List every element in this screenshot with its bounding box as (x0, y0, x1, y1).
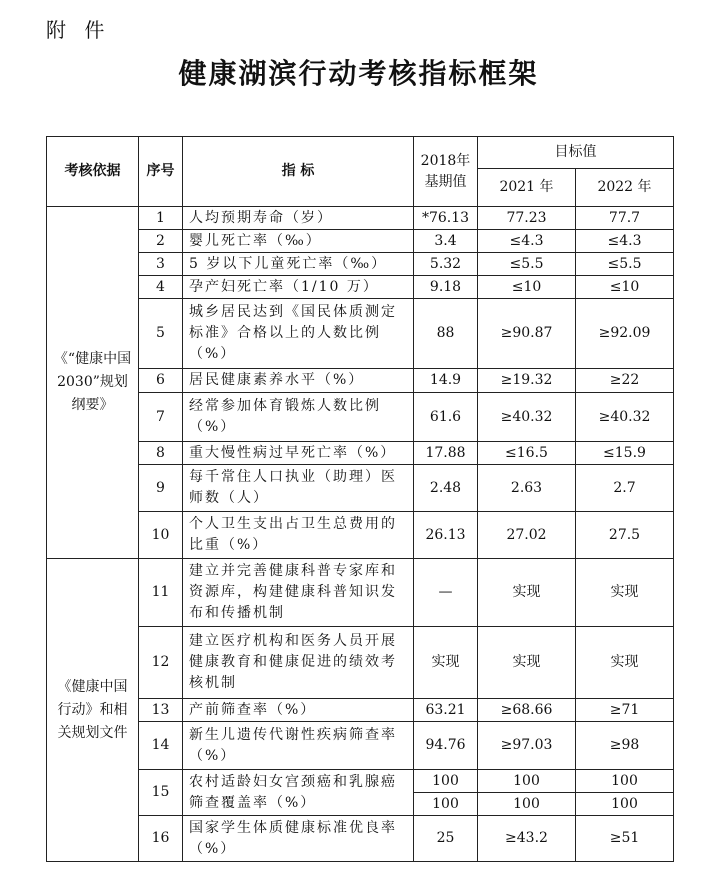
row-indicator: 5 岁以下儿童死亡率（‰） (183, 253, 414, 276)
row-2021: 100 (478, 793, 576, 816)
table-row (47, 816, 674, 862)
row-base: 25 (414, 816, 478, 862)
row-2022: ≥51 (576, 816, 674, 862)
row-2022: 77.7 (576, 207, 674, 230)
table-row (47, 722, 674, 770)
row-no: 2 (139, 230, 183, 253)
row-base: 88 (414, 299, 478, 369)
row-indicator: 孕产妇死亡率（1/10 万） (183, 276, 414, 299)
row-2022: 27.5 (576, 512, 674, 559)
row-base: 2.48 (414, 465, 478, 512)
row-indicator: 婴儿死亡率（‰） (183, 230, 414, 253)
row-2021: ≤4.3 (478, 230, 576, 253)
row-base: — (414, 559, 478, 627)
table-row (47, 627, 674, 699)
table-row (47, 230, 674, 253)
row-indicator: 城乡居民达到《国民体质测定标准》合格以上的人数比例（%） (183, 299, 414, 369)
row-indicator: 重大慢性病过早死亡率（%） (183, 442, 414, 465)
row-indicator: 经常参加体育锻炼人数比例（%） (183, 393, 414, 442)
row-no: 11 (139, 559, 183, 627)
row-no: 8 (139, 442, 183, 465)
table-row (47, 276, 674, 299)
row-indicator: 人均预期寿命（岁） (183, 207, 414, 230)
row-2021: ≥40.32 (478, 393, 576, 442)
row-2022: ≥98 (576, 722, 674, 770)
row-base: 26.13 (414, 512, 478, 559)
header-row (47, 137, 674, 169)
row-base: 94.76 (414, 722, 478, 770)
row-2022: ≥22 (576, 369, 674, 393)
table-row (47, 442, 674, 465)
row-indicator: 建立并完善健康科普专家库和资源库，构建健康科普知识发布和传播机制 (183, 559, 414, 627)
row-no: 10 (139, 512, 183, 559)
row-no: 16 (139, 816, 183, 862)
row-2021: ≥90.87 (478, 299, 576, 369)
table-row (47, 369, 674, 393)
row-2022: 2.7 (576, 465, 674, 512)
table-row (47, 512, 674, 559)
row-base: 100 (414, 770, 478, 793)
row-indicator: 建立医疗机构和医务人员开展健康教育和健康促进的绩效考核机制 (183, 627, 414, 699)
row-no: 6 (139, 369, 183, 393)
row-2021: ≤5.5 (478, 253, 576, 276)
row-2022: ≤15.9 (576, 442, 674, 465)
row-2021: 27.02 (478, 512, 576, 559)
row-no: 13 (139, 699, 183, 722)
row-2021: 77.23 (478, 207, 576, 230)
header-basis: 考核依据 (47, 137, 139, 207)
row-2021: 2.63 (478, 465, 576, 512)
row-2022: ≥40.32 (576, 393, 674, 442)
header-2021: 2021 年 (478, 169, 576, 207)
header-target: 目标值 (478, 137, 674, 169)
row-base: 100 (414, 793, 478, 816)
header-base-value: 2018年基期值 (414, 137, 478, 207)
row-indicator: 居民健康素养水平（%） (183, 369, 414, 393)
row-indicator: 新生儿遗传代谢性疾病筛查率（%） (183, 722, 414, 770)
row-base: 3.4 (414, 230, 478, 253)
row-2021: ≥43.2 (478, 816, 576, 862)
basis-group-2: 《健康中国行动》和相关规划文件 (47, 559, 139, 862)
row-base: 61.6 (414, 393, 478, 442)
row-indicator: 每千常住人口执业（助理）医师数（人） (183, 465, 414, 512)
header-seq: 序号 (139, 137, 183, 207)
row-base: 17.88 (414, 442, 478, 465)
table-row (47, 393, 674, 442)
header-2022: 2022 年 (576, 169, 674, 207)
basis-group-1: 《“健康中国 2030”规划纲要》 (47, 207, 139, 559)
row-base: 实现 (414, 627, 478, 699)
row-base: 9.18 (414, 276, 478, 299)
row-2021: 100 (478, 770, 576, 793)
row-indicator: 产前筛查率（%） (183, 699, 414, 722)
table-row (47, 465, 674, 512)
row-base: 14.9 (414, 369, 478, 393)
row-2022: 100 (576, 793, 674, 816)
row-2022: ≥92.09 (576, 299, 674, 369)
header-indicator: 指 标 (183, 137, 414, 207)
row-2021: ≥68.66 (478, 699, 576, 722)
row-no: 3 (139, 253, 183, 276)
row-2022: 100 (576, 770, 674, 793)
row-2021: ≥19.32 (478, 369, 576, 393)
table-row (47, 559, 674, 627)
table-row (47, 699, 674, 722)
row-no: 1 (139, 207, 183, 230)
row-base: *76.13 (414, 207, 478, 230)
document-title: 健康湖滨行动考核指标框架 (178, 57, 539, 90)
row-2021: 实现 (478, 559, 576, 627)
row-no: 14 (139, 722, 183, 770)
row-2022: ≥71 (576, 699, 674, 722)
row-2022: 实现 (576, 559, 674, 627)
row-2022: ≤10 (576, 276, 674, 299)
row-2021: ≤10 (478, 276, 576, 299)
row-2021: ≥97.03 (478, 722, 576, 770)
table-row (47, 770, 674, 793)
row-no: 7 (139, 393, 183, 442)
row-2022: 实现 (576, 627, 674, 699)
row-indicator: 国家学生体质健康标准优良率（%） (183, 816, 414, 862)
table-row (47, 207, 674, 230)
row-no: 5 (139, 299, 183, 369)
table-row (47, 253, 674, 276)
row-2022: ≤5.5 (576, 253, 674, 276)
row-no: 9 (139, 465, 183, 512)
row-base: 63.21 (414, 699, 478, 722)
row-no: 15 (139, 770, 183, 816)
annex-label: 附 件 (46, 18, 111, 42)
row-base: 5.32 (414, 253, 478, 276)
row-2021: 实现 (478, 627, 576, 699)
row-no: 4 (139, 276, 183, 299)
row-2022: ≤4.3 (576, 230, 674, 253)
row-indicator: 个人卫生支出占卫生总费用的比重（%） (183, 512, 414, 559)
row-no: 12 (139, 627, 183, 699)
row-2021: ≤16.5 (478, 442, 576, 465)
indicator-table (46, 136, 674, 862)
row-indicator: 农村适龄妇女宫颈癌和乳腺癌筛查覆盖率（%） (183, 770, 414, 816)
table-row (47, 299, 674, 369)
